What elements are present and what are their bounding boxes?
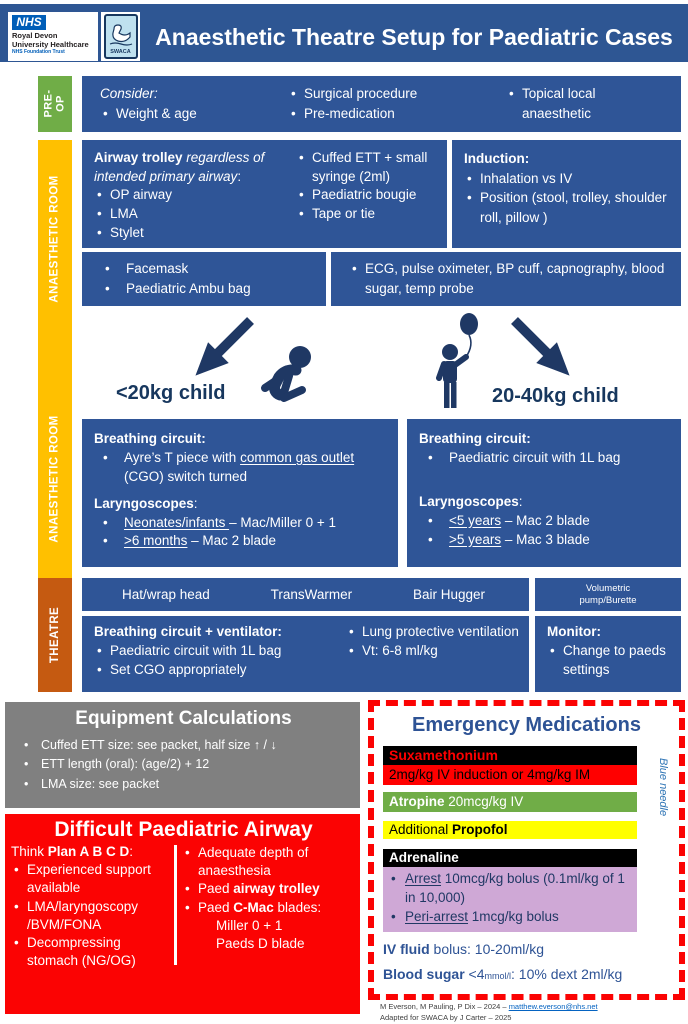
preop-item: • Surgical procedure (288, 84, 506, 104)
child-with-balloon-icon (436, 312, 488, 412)
airway-trolley-box (82, 140, 447, 248)
ventilator-item: • Vt: 6-8 ml/kg (346, 642, 523, 661)
swaca-logo-inner (104, 14, 138, 59)
ventilator-item: • Set CGO appropriately (94, 661, 346, 680)
ventilator-col1 (94, 623, 346, 687)
difficult-airway-item: • Experienced support available (11, 861, 171, 897)
facemask-item: • Paediatric Ambu bag (96, 279, 318, 299)
author-email-link[interactable]: matthew.everson@nhs.net (508, 1002, 598, 1011)
airway-item: • LMA (94, 205, 290, 224)
blade-item: Paeds D blade (216, 936, 305, 952)
difficult-airway-item: • LMA/laryngoscopy /BVM/FONA (11, 898, 171, 934)
circuit-box-small-child (82, 419, 398, 567)
equipment-calculations-box (5, 702, 360, 808)
swaca-logo (101, 12, 140, 61)
facemask-box (82, 252, 326, 306)
laryngoscope-item: • >5 years – Mac 3 blade (419, 531, 671, 550)
footer-line1: M Everson, M Pauling, P Dix – 2024 – matthew.everson@nhs.net (380, 1002, 598, 1011)
blade-item: Miller 0 + 1 (216, 917, 283, 933)
suxamethonium-dose: 2mg/kg IV induction or 4mg/kg IM (383, 765, 637, 785)
blood-sugar-line: Blood sugar <4mmol/l: 10% dext 2ml/kg (383, 965, 623, 982)
circuit-title: Breathing circuit: (94, 431, 206, 446)
facemask-item: • Facemask (96, 259, 318, 279)
monitor-title: Monitor: (547, 624, 601, 639)
ventilator-col2 (346, 623, 523, 687)
volumetric-pump-box (535, 578, 681, 611)
laryngoscope-item: • >6 months – Mac 2 blade (94, 532, 388, 551)
difficult-airway-item: • Paed C-Mac blades: (182, 899, 356, 917)
volumetric-line1: Volumetric (585, 582, 631, 594)
difficult-airway-item: • Paed airway trolley (182, 880, 356, 898)
preop-item: • Topical local anaesthetic (506, 84, 665, 125)
preop-consider: Consider: (100, 86, 158, 101)
column-divider (174, 845, 177, 965)
preop-col1 (100, 84, 288, 126)
preop-label-line2: OP (53, 95, 66, 113)
swan-icon (109, 23, 133, 49)
induction-item: • Position (stool, trolley, shoulder roll, pillow ) (464, 188, 673, 227)
page-title: Anaesthetic Theatre Setup for Paediatric Cases (155, 23, 673, 50)
airway-trolley-col2 (296, 149, 439, 242)
circuit-box-big-child (407, 419, 681, 567)
circuit-item: • Paediatric circuit with 1L bag (419, 449, 671, 468)
preop-item: • Pre-medication (288, 104, 506, 124)
ventilator-item: • Lung protective ventilation (346, 623, 523, 642)
laryngoscope-item: • Neonates/infants – Mac/Miller 0 + 1 (94, 514, 388, 533)
warming-item: Hat/wrap head (122, 587, 210, 602)
drug-adrenaline: Adrenaline (383, 849, 637, 867)
adrenaline-dose-item: • Arrest 10mcg/kg bolus (0.1ml/kg of 1 in 10,000) (385, 870, 631, 908)
difficult-airway-col1 (11, 843, 171, 971)
footer-line2: Adapted for SWACA by J Carter – 2025 (380, 1013, 512, 1023)
section-label-theatre: THEATRE (38, 578, 72, 692)
nhs-org-line1: Royal Devon (12, 30, 58, 40)
header-bar (0, 4, 688, 62)
preop-label-line1: PRE- (42, 90, 55, 118)
airway-trolley-title: Airway trolley regardless of intended primary airway: (94, 150, 265, 184)
preop-box (82, 76, 681, 132)
nhs-trust-line: NHS Foundation Trust (12, 49, 65, 55)
difficult-airway-item: • Decompressing stomach (NG/OG) (11, 934, 171, 970)
laryngoscope-item: • <5 years – Mac 2 blade (419, 512, 671, 531)
difficult-airway-col2 (182, 843, 356, 971)
nhs-org-line2: University Healthcare (12, 39, 89, 49)
think-plan-line: Think Plan A B C D: (11, 844, 134, 859)
anaesthetic-room-label-top: ANAESTHETIC ROOM (49, 174, 61, 303)
arrow-down-right-icon (498, 314, 586, 382)
section-label-anaesthetic-room (38, 140, 72, 578)
preop-col2 (288, 84, 506, 126)
induction-item: • Inhalation vs IV (464, 169, 673, 189)
monitoring-item: • ECG, pulse oximeter, BP cuff, capnography, blood sugar, temp probe (349, 259, 671, 300)
emergency-medications-title: Emergency Medications (412, 714, 641, 736)
laryngoscopes-title: Laryngoscopes: (419, 493, 523, 509)
arrow-down-left-icon (180, 314, 266, 382)
crawling-baby-icon (258, 344, 314, 410)
iv-fluid-line: IV fluid bolus: 10-20ml/kg (383, 940, 545, 957)
swaca-logo-label: SWACA (110, 49, 131, 55)
monitor-item: • Change to paeds settings (547, 642, 675, 680)
difficult-airway-item: • Adequate depth of anaesthesia (182, 844, 356, 880)
airway-trolley-col1 (94, 149, 296, 242)
equipment-item: • LMA size: see packet (17, 775, 350, 794)
airway-item: • Stylet (94, 224, 290, 243)
difficult-airway-box (5, 814, 360, 1014)
adrenaline-dose-item: • Peri-arrest 1mcg/kg bolus (385, 908, 631, 927)
airway-item: • Tape or tie (296, 205, 439, 224)
ventilator-box (82, 616, 529, 692)
airway-item: • Paediatric bougie (296, 186, 439, 205)
difficult-airway-title: Difficult Paediatric Airway (54, 818, 313, 841)
anaesthetic-room-label-bottom: ANAESTHETIC ROOM (49, 415, 61, 544)
volumetric-line2: pump/Burette (579, 594, 637, 606)
circuit-title: Breathing circuit: (419, 431, 531, 446)
drug-propofol: Additional Propofol (383, 821, 637, 839)
preop-item: • Weight & age (100, 104, 288, 124)
monitoring-box (331, 252, 681, 306)
equipment-calculations-title: Equipment Calculations (75, 708, 292, 729)
equipment-item: • ETT length (oral): (age/2) + 12 (17, 755, 350, 774)
preop-col3 (506, 84, 665, 126)
blue-needle-note: Blue needle (657, 758, 669, 817)
section-label-preop (38, 76, 72, 132)
drug-atropine: Atropine 20mcg/kg IV (383, 792, 637, 812)
nhs-logo (8, 12, 98, 61)
induction-title: Induction: (464, 151, 530, 166)
ventilator-item: • Paediatric circuit with 1L bag (94, 642, 346, 661)
warming-item: Bair Hugger (412, 587, 485, 602)
emergency-medications-box (368, 700, 685, 1000)
induction-box (452, 140, 681, 248)
big-child-label: 20-40kg child (492, 385, 619, 407)
monitor-box (535, 616, 681, 692)
laryngoscopes-title: Laryngoscopes: (94, 495, 198, 511)
airway-item: • Cuffed ETT + small syringe (2ml) (296, 149, 439, 186)
equipment-item: • Cuffed ETT size: see packet, half size ↑ / ↓ (17, 736, 350, 755)
airway-item: • OP airway (94, 186, 290, 205)
nhs-logo-mark: NHS (12, 15, 46, 30)
warming-box (82, 578, 529, 611)
warming-item: TransWarmer (270, 587, 353, 602)
drug-suxamethonium: Suxamethonium (383, 746, 637, 765)
ventilator-title: Breathing circuit + ventilator: (94, 624, 282, 639)
footer-credits (380, 1001, 680, 1024)
small-child-label: <20kg child (116, 382, 226, 404)
circuit-item: • Ayre’s T piece with common gas outlet (CGO) switch turned (94, 449, 388, 487)
adrenaline-doses (383, 867, 637, 932)
